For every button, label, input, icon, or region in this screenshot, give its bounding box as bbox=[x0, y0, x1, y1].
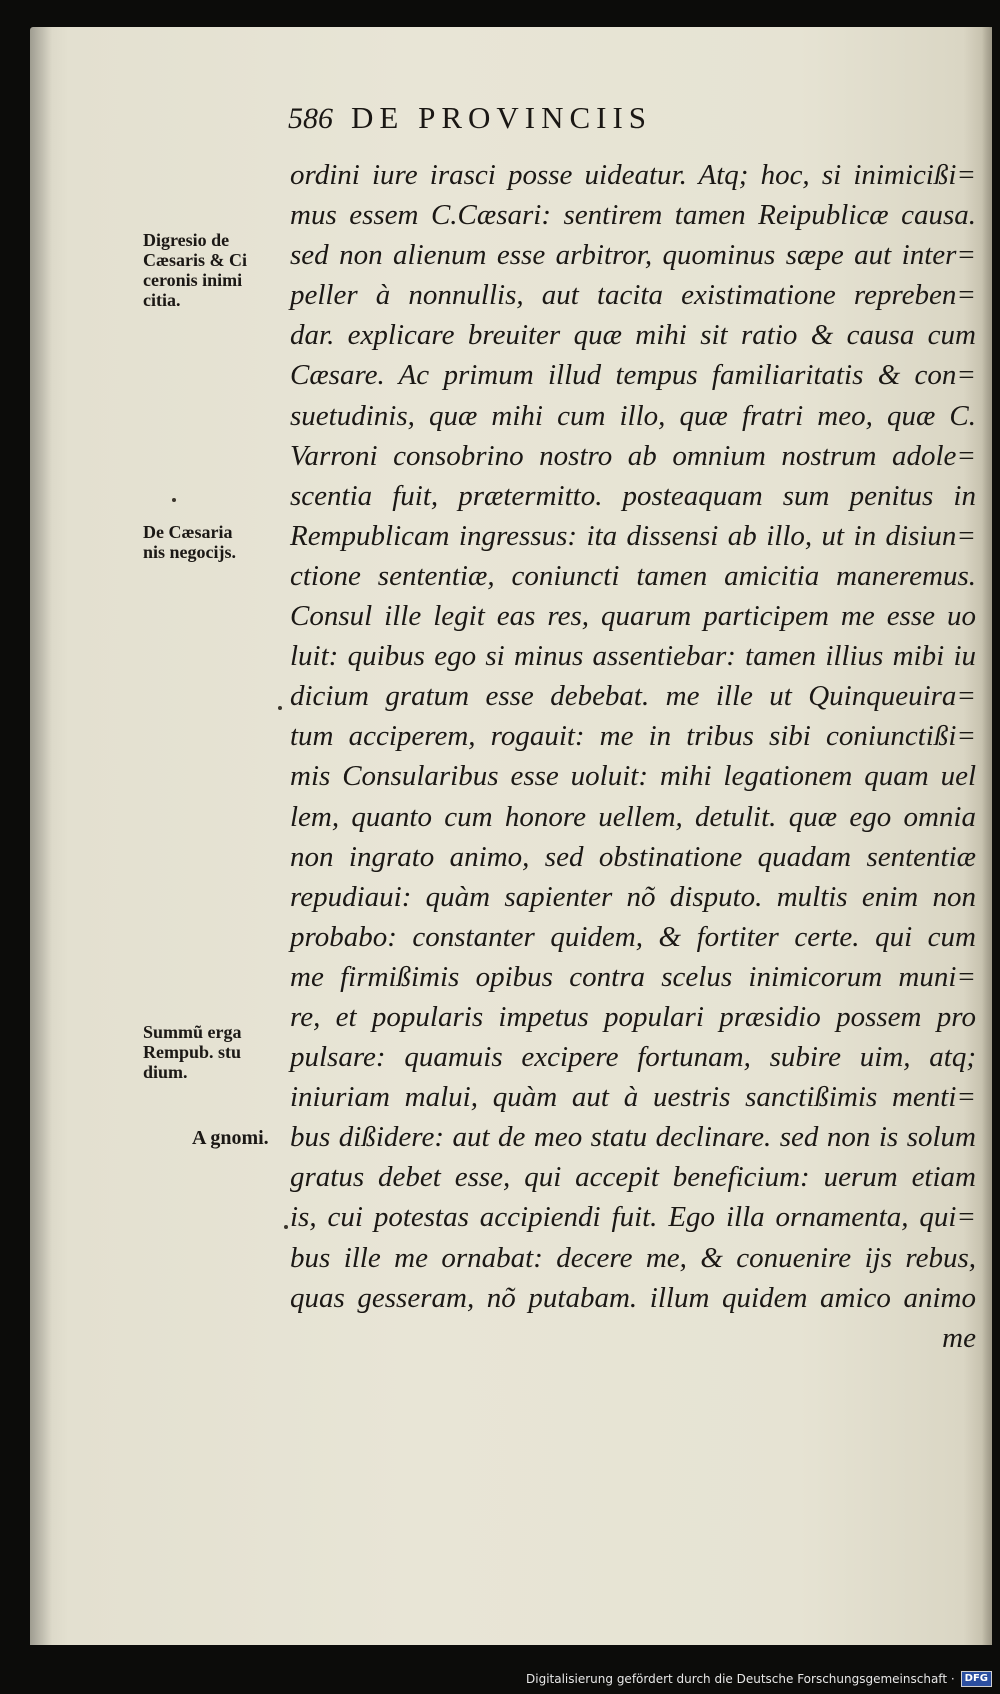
text-line: Consul ille legit eas res, quarum participem me esse uo bbox=[290, 600, 976, 633]
text-line: mus essem C.Cæsari: sentirem tamen Reipublicæ causa. bbox=[290, 199, 976, 232]
marginal-note-line: Summũ erga bbox=[143, 1022, 242, 1042]
ink-speck bbox=[278, 706, 282, 710]
footer-credit: Digitalisierung gefördert durch die Deutsche Forschungsgemeinschaft · bbox=[526, 1672, 955, 1686]
text-line: luit: quibus ego si minus assentiebar: tamen illius mibi iu bbox=[290, 640, 976, 673]
text-line: Cæsare. Ac primum illud tempus familiaritatis & con= bbox=[290, 359, 976, 392]
text-line: gratus debet esse, qui accepit beneficium: uerum etiam bbox=[290, 1161, 976, 1194]
text-line: tum acciperem, rogauit: me in tribus sibi coniunctißi= bbox=[290, 720, 976, 753]
text-line: re, et popularis impetus populari præsidio possem pro bbox=[290, 1000, 976, 1033]
text-line: ctione sententiæ, coniuncti tamen amicitia maneremus. bbox=[290, 559, 976, 592]
text-line: Varroni consobrino nostro ab omnium nostrum adole= bbox=[290, 439, 976, 472]
digitization-footer bbox=[526, 1668, 992, 1690]
text-line: non ingrato animo, sed obstinatione quadam sententiæ bbox=[290, 840, 976, 873]
text-line: bus dißidere: aut de meo statu declinare. sed non is solum bbox=[290, 1121, 976, 1154]
text-line: dicium gratum esse debebat. me ille ut Quinqueuira= bbox=[290, 680, 976, 713]
ink-speck bbox=[284, 1225, 288, 1229]
text-line: dar. explicare breuiter quæ mihi sit ratio & causa cum bbox=[290, 319, 976, 352]
text-line: lem, quanto cum honore uellem, detulit. quæ ego omnia bbox=[290, 800, 976, 833]
marginal-note-line: Rempub. stu bbox=[143, 1042, 242, 1062]
text-line: Rempublicam ingressus: ita dissensi ab illo, ut in disiun= bbox=[290, 519, 976, 552]
text-line: ordini iure irasci posse uideatur. Atq; hoc, si inimicißi= bbox=[290, 159, 976, 191]
text-line: repudiaui: quàm sapienter nõ disputo. multis enim non bbox=[290, 880, 976, 913]
catchword: me bbox=[942, 1321, 976, 1354]
text-line: peller à nonnullis, aut tacita existimatione repreben= bbox=[290, 279, 976, 312]
marginal-note-line: Digresio de bbox=[143, 230, 230, 250]
marginal-note bbox=[143, 230, 291, 310]
text-line: pulsare: quamuis excipere fortunam, subire uim, atq; bbox=[290, 1041, 976, 1074]
running-head-title: DE PROVINCIIS bbox=[351, 100, 653, 135]
marginal-note-line: ceronis inimi bbox=[143, 270, 243, 290]
text-line: mis Consularibus esse uoluit: mihi legationem quam uel bbox=[290, 760, 976, 793]
text-line: is, cui potestas accipiendi fuit. Ego illa ornamenta, qui= bbox=[290, 1201, 976, 1234]
page-number: 586 bbox=[288, 102, 333, 135]
text-line: scentia fuit, prætermitto. posteaquam sum penitus in bbox=[290, 479, 976, 512]
text-line: iniuriam malui, quàm aut à uestris sanctißimis menti= bbox=[290, 1081, 976, 1114]
marginal-note-line: A gnomi. bbox=[192, 1127, 269, 1149]
dfg-logo: DFG bbox=[961, 1671, 992, 1687]
text-line: probabo: constanter quidem, & fortiter certe. qui cum bbox=[290, 920, 976, 953]
marginal-note bbox=[192, 1128, 340, 1148]
running-head bbox=[288, 100, 808, 136]
ink-speck bbox=[172, 498, 176, 502]
text-line: suetudinis, quæ mihi cum illo, quæ fratri meo, quæ C. bbox=[290, 399, 976, 432]
marginal-note-line: citia. bbox=[143, 290, 181, 310]
marginal-note-line: nis negocijs. bbox=[143, 542, 237, 562]
text-line: me firmißimis opibus contra scelus inimicorum muni= bbox=[290, 960, 976, 993]
gutter-shadow bbox=[30, 27, 52, 1645]
marginal-note-line: De Cæsaria bbox=[143, 522, 233, 542]
text-line: bus ille me ornabat: decere me, & conuenire ijs rebus, bbox=[290, 1241, 976, 1274]
marginal-note bbox=[143, 522, 291, 562]
marginal-note bbox=[143, 1022, 291, 1082]
page-edge bbox=[982, 27, 992, 1645]
main-text-block bbox=[290, 155, 976, 1358]
text-line: sed non alienum esse arbitror, quominus sæpe aut inter= bbox=[290, 239, 976, 272]
marginal-note-line: Cæsaris & Ci bbox=[143, 250, 247, 270]
text-line: quas gesseram, nõ putabam. illum quidem amico animo bbox=[290, 1281, 976, 1314]
marginal-note-line: dium. bbox=[143, 1062, 188, 1082]
